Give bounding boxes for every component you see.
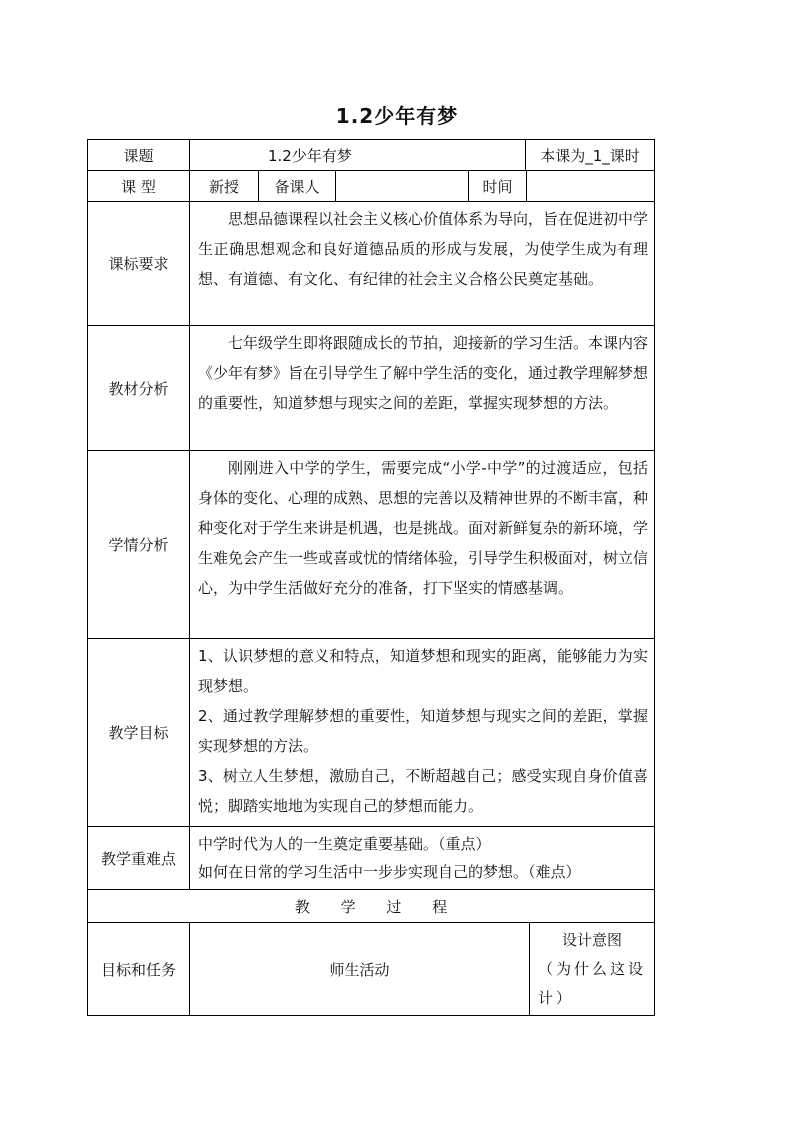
row-textbook	[87, 325, 655, 450]
goals-label: 教学目标	[88, 639, 190, 826]
row-lesson-type	[87, 170, 655, 201]
students-label: 学情分析	[88, 451, 190, 638]
keypoint-item-1: 中学时代为人的一生奠定重要基础。（重点）	[198, 835, 491, 853]
keypoints-content	[190, 827, 654, 889]
curriculum-content	[190, 202, 654, 325]
goals-content	[190, 639, 654, 826]
curriculum-text: 思想品德课程以社会主义核心价值体系为导向，旨在促进初中学生正确思想观念和良好道德品质的形成与发展，为使学生成为有理想、有道德、有文化、有纪律的社会主义合格公民奠定基础。	[198, 210, 649, 288]
textbook-text: 七年级学生即将跟随成长的节拍，迎接新的学习生活。本课内容《少年有梦》旨在引导学生了解中学生活的变化，通过教学理解梦想的重要性，知道梦想与现实之间的差距，掌握实现梦想的方法。	[198, 334, 649, 412]
preparer-value	[336, 171, 469, 201]
row-curriculum	[87, 201, 655, 325]
row-goals	[87, 638, 655, 826]
topic-label: 课题	[88, 140, 190, 170]
keypoint-item-2: 如何在日常的学习生活中一步步实现自己的梦想。（难点）	[198, 863, 581, 881]
keypoints-label: 教学重难点	[88, 827, 190, 889]
type-value: 新授	[190, 171, 259, 201]
goal-item-1: 1、认识梦想的意义和特点，知道梦想和现实的距离，能够能力为实现梦想。	[198, 647, 648, 695]
goal-task-header: 目标和任务	[88, 923, 190, 1015]
activity-header: 师生活动	[190, 923, 530, 1015]
time-label: 时间	[469, 171, 527, 201]
textbook-content	[190, 326, 654, 450]
curriculum-label: 课标要求	[88, 202, 190, 325]
row-process-header	[87, 922, 655, 1016]
students-text: 刚刚进入中学的学生，需要完成“小学-中学”的过渡适应，包括身体的变化、心理的成熟、思想的完善以及精神世界的不断丰富，种种变化对于学生来讲是机遇，也是挑战。面对新鲜复杂的新环境，学生难免会产生一些或喜或忧的情绪体验，引导学生积极面对，树立信心，为中学生活做好充分的准备，打下坚实的情感基调。	[198, 459, 649, 597]
design-intent-line1: 设计意图	[561, 930, 622, 949]
page-title: 1.2少年有梦	[335, 104, 459, 128]
topic-value	[190, 140, 526, 170]
row-process-heading	[87, 889, 655, 922]
lesson-count: 本课为_1_课时	[540, 146, 640, 165]
type-label: 课 型	[88, 171, 190, 201]
row-students	[87, 450, 655, 638]
time-value	[527, 171, 654, 201]
row-topic	[87, 139, 655, 170]
row-keypoints	[87, 826, 655, 889]
preparer-label: 备课人	[259, 171, 336, 201]
goal-item-2: 2、通过教学理解梦想的重要性，知道梦想与现实之间的差距，掌握实现梦想的方法。	[198, 707, 648, 755]
goal-item-3: 3、树立人生梦想，激励自己，不断超越自己；感受实现自身价值喜悦；脚踏实地地为实现自己的梦想而能力。	[198, 767, 648, 815]
process-heading	[88, 890, 654, 922]
students-content	[190, 451, 654, 638]
topic-value-text: 1.2少年有梦	[268, 146, 352, 165]
textbook-label: 教材分析	[88, 326, 190, 450]
design-intent-line2: （为什么这设计）	[538, 959, 647, 1007]
design-intent-header	[530, 923, 654, 1015]
process-heading-text: 教 学 过 程	[294, 897, 448, 916]
